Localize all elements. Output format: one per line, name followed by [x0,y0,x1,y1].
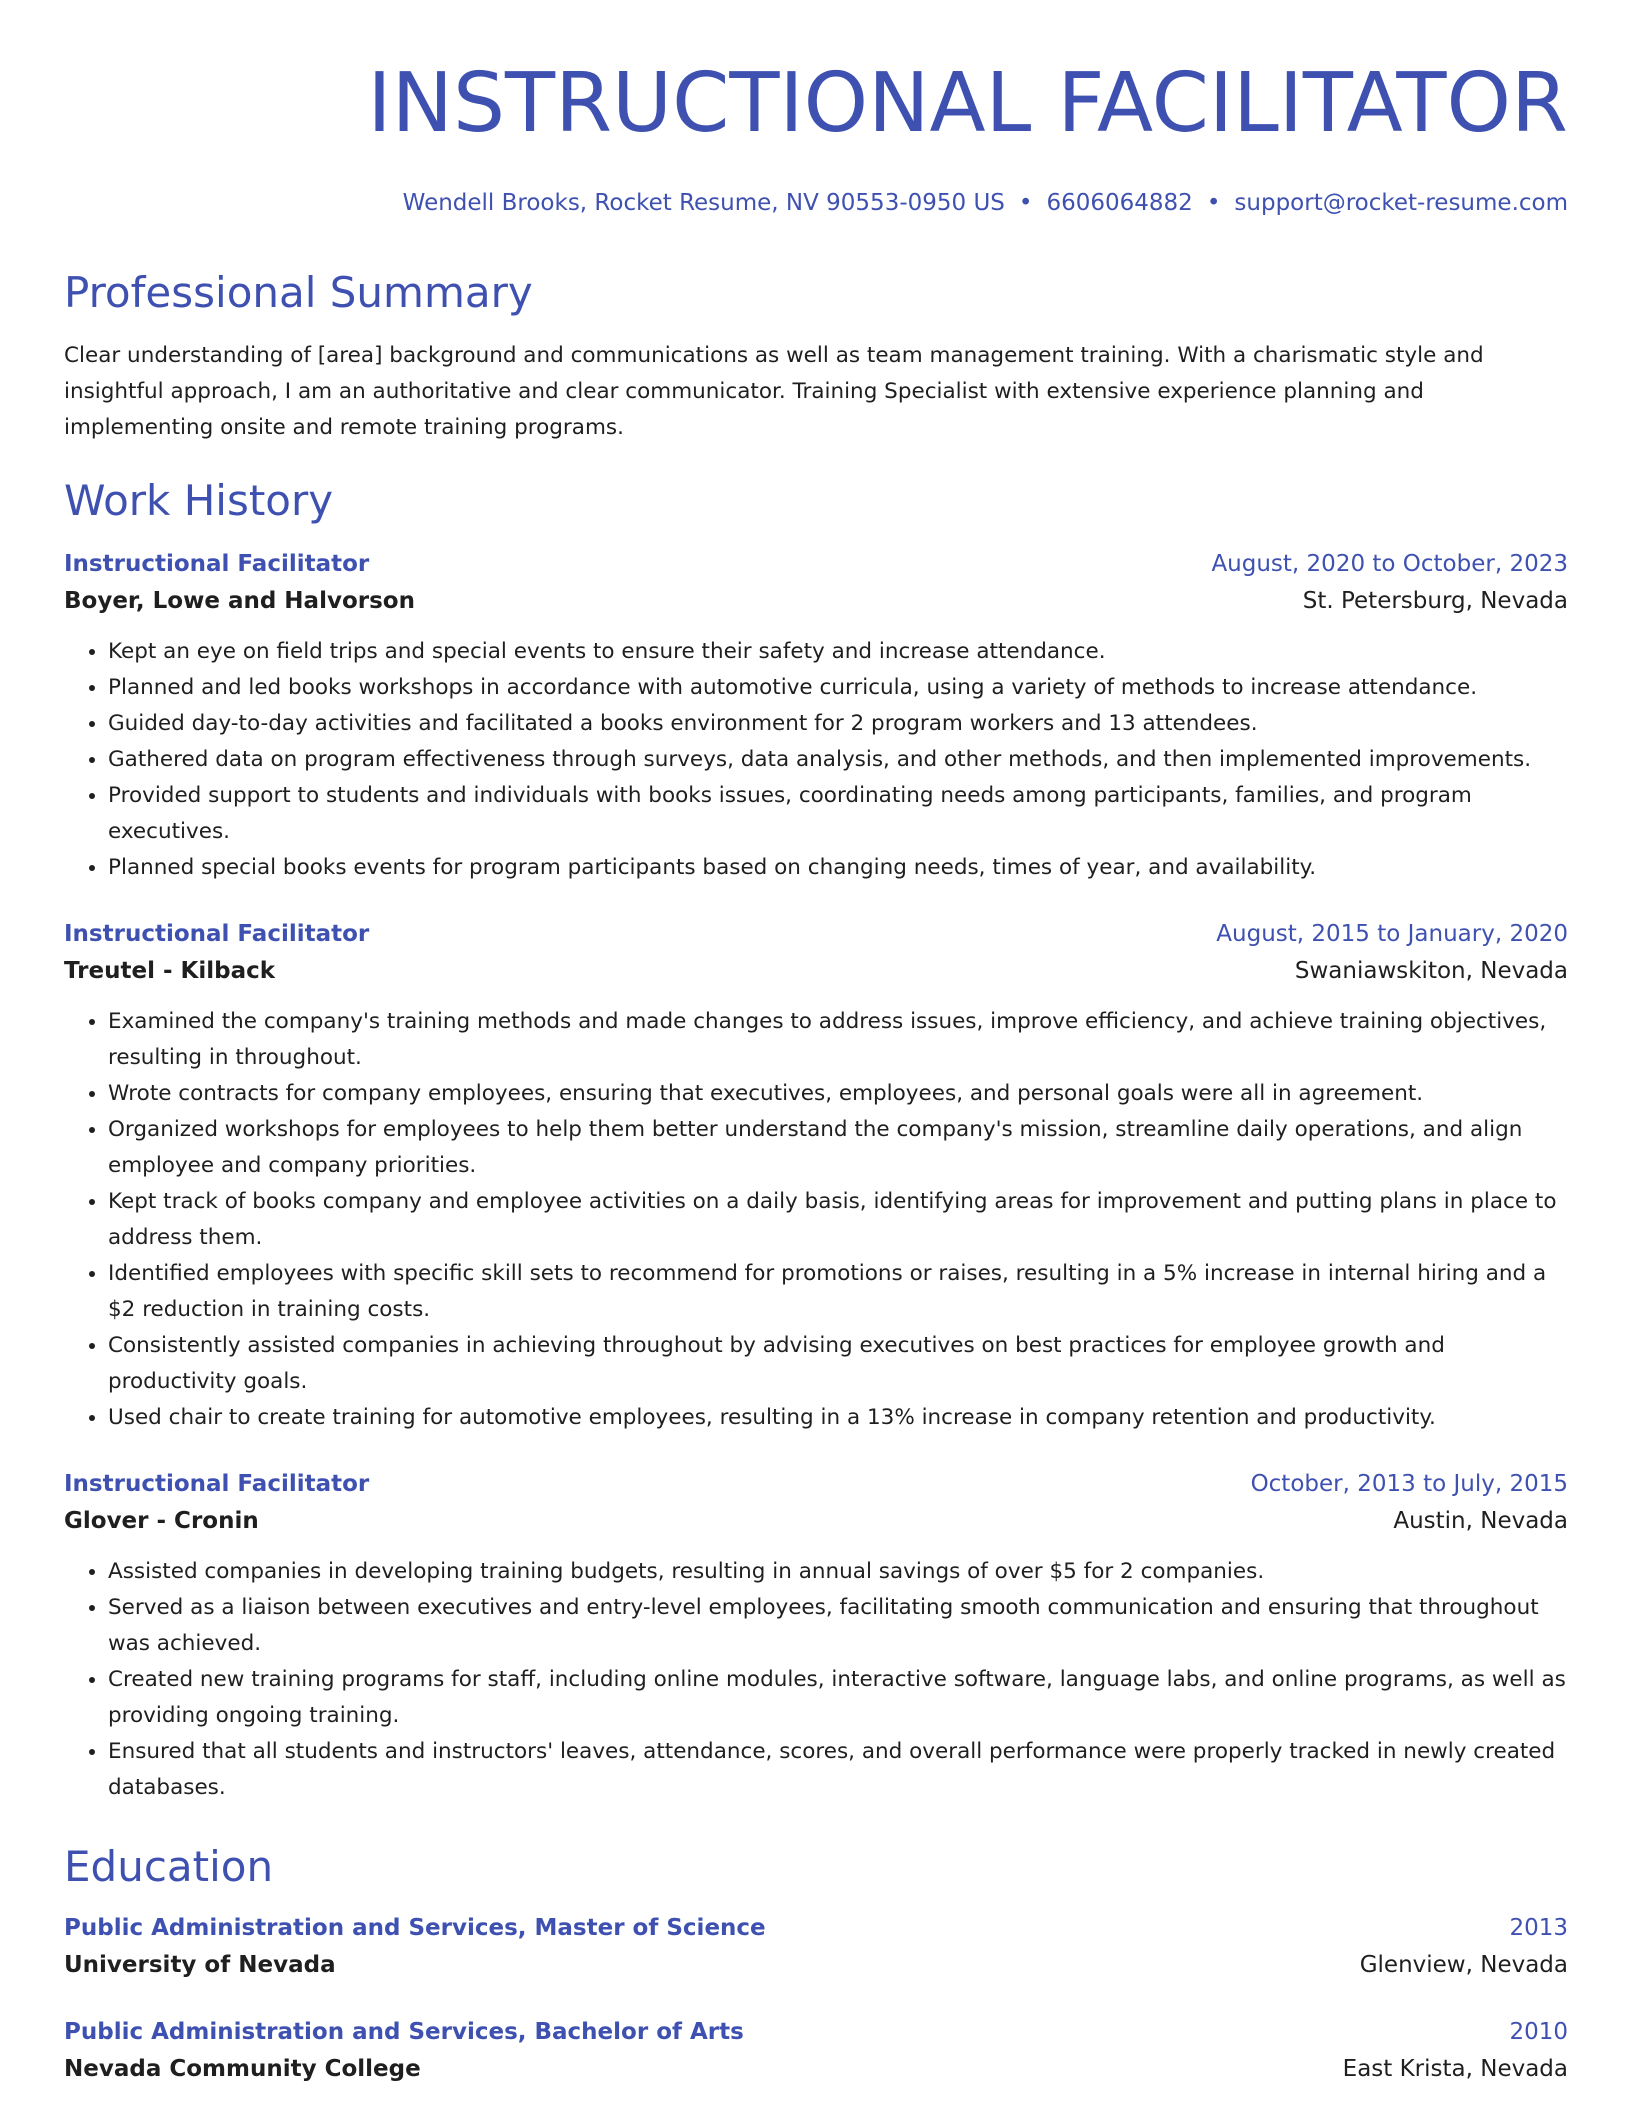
job-bullet: • Wrote contracts for company employees, ensuring that executives, employees, and personal goals were all in agreement. [108,1076,1568,1112]
job-location: St. Petersburg, Nevada [1302,588,1568,614]
job-dates: October, 2013 to July, 2015 [1250,1471,1568,1497]
job-entry [64,916,1568,1436]
job-bullet: • Kept an eye on field trips and special events to ensure their safety and increase attendance. [108,634,1568,670]
job-bullets [64,634,1568,886]
job-role: Instructional Facilitator [64,1471,370,1497]
education-school-row [64,1946,1568,1984]
job-company: Treutel - Kilback [64,958,276,984]
education-header-row [64,1910,1568,1946]
job-bullet: • Examined the company's training methods and made changes to address issues, improve efficiency, and achieve training objectives, resulting in throughout. [108,1004,1568,1076]
education-degree: Public Administration and Services, Master of Science [64,1915,766,1941]
education-year: 2013 [1509,1915,1568,1941]
job-role: Instructional Facilitator [64,551,370,577]
education-header-row [64,2014,1568,2050]
summary-text: Clear understanding of [area] background and communications as well as team management training. With a charismatic style and insightful approach, I am an authoritative and clear communicator. Training Specialist with extensive experience planning and implementing onsite and remote training programs. [64,343,1484,440]
job-bullet: • Planned and led books workshops in accordance with automotive curricula, using a variety of methods to increase attendance. [108,670,1568,706]
job-company-row [64,582,1568,620]
job-bullet: • Ensured that all students and instructors' leaves, attendance, scores, and overall performance were properly tracked in newly created databases. [108,1734,1568,1806]
contact-separator: • [1018,190,1033,216]
job-header-row [64,1466,1568,1502]
education-location: Glenview, Nevada [1359,1952,1568,1978]
education-entry [64,1910,1568,1984]
education-year: 2010 [1509,2019,1568,2045]
job-bullet: • Guided day-to-day activities and facilitated a books environment for 2 program workers and 13 attendees. [108,706,1568,742]
job-bullet: • Served as a liaison between executives and entry-level employees, facilitating smooth communication and ensuring that throughout was achieved. [108,1590,1568,1662]
resume-title: INSTRUCTIONAL FACILITATOR [367,56,1568,151]
contact-address: Wendell Brooks, Rocket Resume, NV 90553-0950 US [402,190,1005,216]
job-header-row [64,546,1568,582]
education-location: East Krista, Nevada [1342,2056,1568,2082]
education-school: University of Nevada [64,1952,336,1978]
job-bullet: • Consistently assisted companies in achieving throughout by advising executives on best practices for employee growth and productivity goals. [108,1328,1568,1400]
job-bullet: • Used chair to create training for automotive employees, resulting in a 13% increase in company retention and productivity. [108,1400,1568,1436]
work-history-heading: Work History [64,476,334,525]
summary-heading: Professional Summary [64,268,533,317]
job-bullet: • Identified employees with specific skill sets to recommend for promotions or raises, resulting in a 5% increase in internal hiring and a $2 reduction in training costs. [108,1256,1568,1328]
job-bullet: • Planned special books events for program participants based on changing needs, times of year, and availability. [108,850,1568,886]
job-dates: August, 2020 to October, 2023 [1211,551,1568,577]
contact-phone: 6606064882 [1046,190,1193,216]
job-dates: August, 2015 to January, 2020 [1216,921,1568,947]
contact-email: support@rocket-resume.com [1234,190,1568,216]
contact-separator: • [1206,190,1221,216]
job-company: Glover - Cronin [64,1508,259,1534]
education-school: Nevada Community College [64,2056,421,2082]
job-bullet: • Created new training programs for staff, including online modules, interactive software, language labs, and online programs, as well as providing ongoing training. [108,1662,1568,1734]
contact-line [64,188,1568,218]
job-location: Austin, Nevada [1393,1508,1568,1534]
education-school-row [64,2050,1568,2088]
job-bullet: • Gathered data on program effectiveness through surveys, data analysis, and other methods, and then implemented improvements. [108,742,1568,778]
job-company-row [64,1502,1568,1540]
job-bullet: • Kept track of books company and employee activities on a daily basis, identifying areas for improvement and putting plans in place to address them. [108,1184,1568,1256]
job-bullet: • Organized workshops for employees to help them better understand the company's mission, streamline daily operations, and align employee and company priorities. [108,1112,1568,1184]
job-header-row [64,916,1568,952]
job-entry [64,546,1568,886]
education-entry [64,2014,1568,2088]
job-entry [64,1466,1568,1806]
job-bullets [64,1554,1568,1806]
education-heading: Education [64,1842,274,1891]
job-role: Instructional Facilitator [64,921,370,947]
job-bullet: • Assisted companies in developing training budgets, resulting in annual savings of over $5 for 2 companies. [108,1554,1568,1590]
education-degree: Public Administration and Services, Bachelor of Arts [64,2019,744,2045]
job-company-row [64,952,1568,990]
job-location: Swaniawskiton, Nevada [1294,958,1568,984]
job-company: Boyer, Lowe and Halvorson [64,588,415,614]
job-bullets [64,1004,1568,1436]
job-bullet: • Provided support to students and individuals with books issues, coordinating needs among participants, families, and program executives. [108,778,1568,850]
